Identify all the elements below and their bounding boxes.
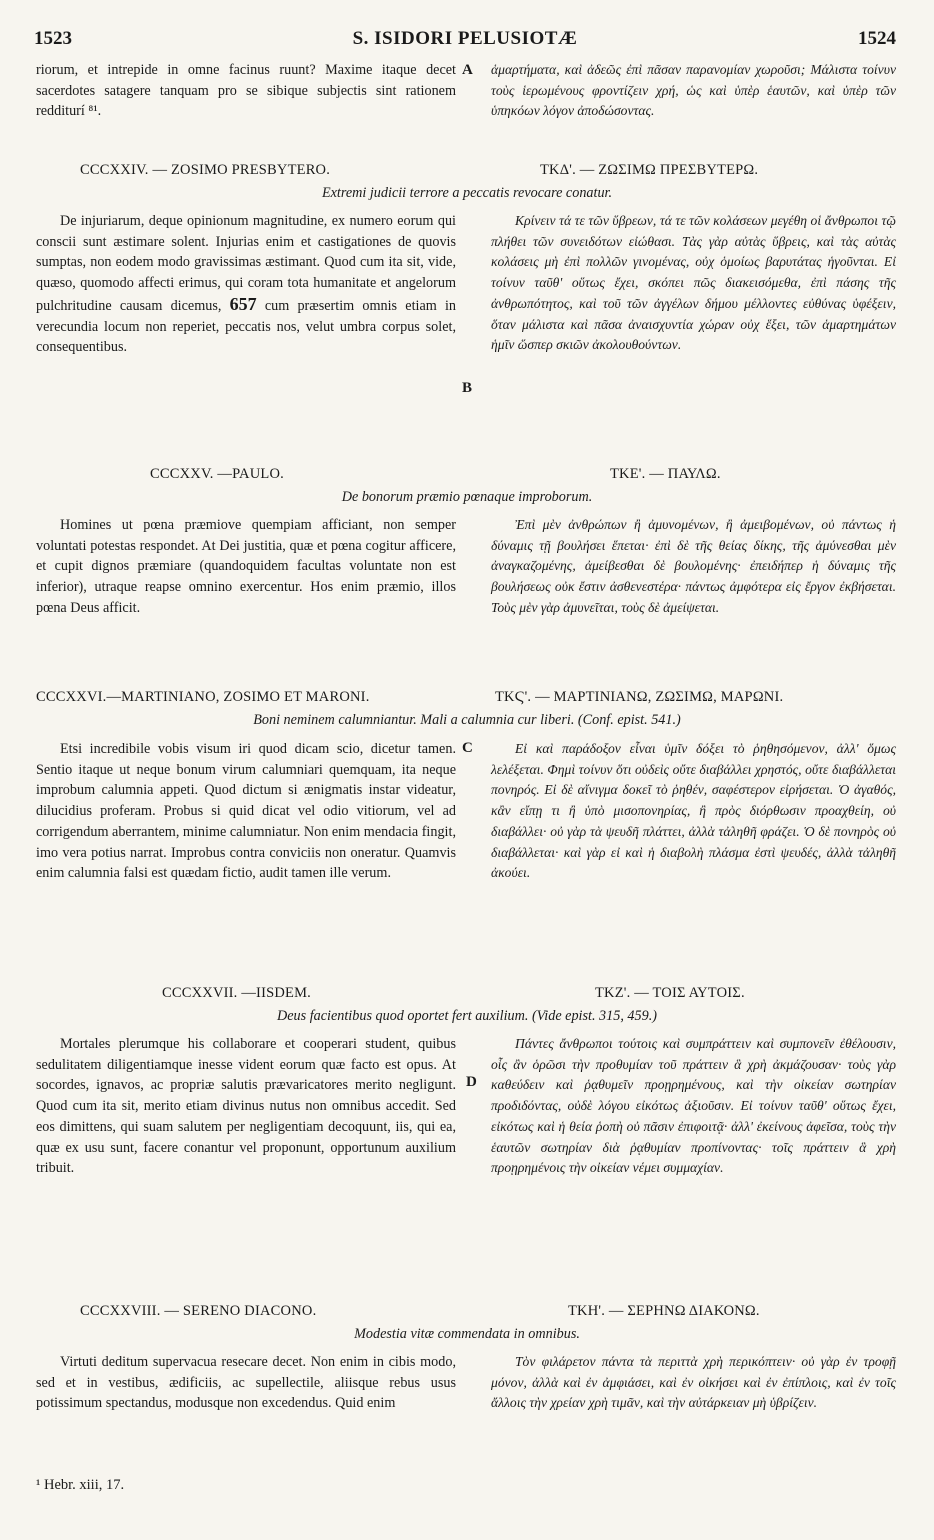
section-heading-greek: ΤΚΔ'. — ΖΩΣΙΜΩ ΠΡΕΣΒΥΤΕΡΩ. [540, 162, 759, 178]
greek-text: ἁμαρτήματα, καὶ ἀδεῶς ἐπὶ πᾶσαν παρανομίαν χωροῦσι; Μάλιστα τοίνυν τοὺς ἱερωμένους φροντίζειν χρή, ὡς καὶ ὑπὲρ ἑαυτῶν, καὶ ὑπὲρ τῶν ὑπηκόων λόγον ἀποδώσοντας. [491, 62, 896, 119]
section-heading-greek: ΤΚϚ'. — ΜΑΡΤΙΝΙΑΝΩ, ΖΩΣΙΜΩ, ΜΑΡΩΝΙ. [495, 689, 784, 705]
latin-text: Virtuti deditum supervacua resecare decet. Non enim in cibis modo, sed et in vestibus, ædificiis, ac supellectile, aliisque rebus usus potissimum spectandus, modusque non excedendus. Quid enim [36, 1354, 456, 1412]
section-subtitle: Modestia vitæ commendata in omnibus. [354, 1326, 580, 1342]
latin-text: Homines ut pœna præmiove quempiam afficiant, non semper voluntati potestas respondet. At Dei justitia, quæ et pœna cogitur afficere, et cupit dignos præmiare (quandoquidem facultas voluntate non est inferior), utraque reapse omnino exercentur. Hos enim præmio, illos pœna Deus afficit. [36, 517, 456, 616]
greek-text: Τὸν φιλάρετον πάντα τὰ περιττὰ χρὴ περικόπτειν· οὐ γὰρ ἐν τροφῇ μόνον, ἀλλὰ καὶ ἐν ἀμφιάσει, καὶ ἐν οἰκήσει καὶ ἐν ἐπίπλοις, καὶ ἐν τοῖς ἄλλοις τὴν χρείαν χρὴ τιμᾶν, καὶ τὴν αὐτάρκειαν μὴ ὑβρίζειν. [491, 1354, 896, 1411]
section-heading-latin: CCCXXV. —PAULO. [150, 466, 284, 482]
column-number: 657 [229, 293, 257, 314]
section-heading-greek: ΤΚΕ'. — ΠΑΥΛΩ. [610, 466, 721, 482]
latin-letter-body [36, 211, 456, 358]
greek-text: Εἰ καὶ παράδοξον εἶναι ὑμῖν δόξει τὸ ῥηθησόμενον, ἀλλ' ὅμως λελέξεται. Φημὶ τοίνυν ὅτι οὐδεὶς οὔτε διαβάλλει χρηστός, οὔτε διαβάλλεται πονηρός. Εἰ δὲ αἴνιγμα δοκεῖ τὸ ῥηθέν, σαφέστερον εἰρήσεται. Ὁ ἀγαθός, κἂν εἴπῃ τι ἢ ὑπὸ μισοπονηρίας, ἢ πρὸς διόρθωσιν προαχθείη, οὐ διαβάλλει· οὐ γὰρ τὰ ψευδῆ πλάττει, ἀλλὰ τἀληθῆ φράζει. Ὁ δὲ πονηρὸς οὐ διαβάλλεται· καὶ γὰρ εἰ καὶ ἡ διαβολὴ πλάσμα ἐστὶ ψευδές, ἀλλὰ τἀληθῆ ἀκούει. [491, 741, 896, 881]
latin-letter-body [36, 1352, 456, 1414]
greek-text: Κρίνειν τά τε τῶν ὕβρεων, τά τε τῶν κολάσεων μεγέθη οἱ ἄνθρωποι τῷ πλήθει τῶν συνειδότων εἰώθασι. Τὰς γὰρ αὐτὰς ὕβρεις, καὶ τὰς αὐτὰς κολάσεις μὴ ἐπὶ πολλῶν γινομένας, οὐχ ὁμοίως βαρυτάτας ἡγοῦνται. Εἰ τοίνυν ταῦθ' οὕτως ἔχει, σκόπει πῶς διακεισόμεθα, ἐπὶ πάσης τῆς ἀνθρωπότητος, καὶ τοῦ τῶν ἀγγέλων δήμου μέλλοντες εὐθύνας ὑφέξειν, ὅταν μάλιστα καὶ πᾶσα ἀναισχυντία χώραν οὐχ ἕξει, τῶν ἁμαρτημάτων ἡμῖν ὥσπερ σκιῶν ἀκολουθούντων. [491, 213, 896, 353]
margin-marker-b: B [462, 380, 473, 396]
latin-text: Mortales plerumque his collaborare et cooperari student, quibus sedulitatem diligentiamque inesse vident eorum quæ facto est opus. At socordes, ignavos, ac propriæ salutis prævaricatores merito negligunt. Quod cum ita sit, merito etiam divinus nutus non omnibus accedit. Sed eos dimittens, qui suam salutem per negligentiam decoquunt, iis, qui ea, quæ ex usu sunt, facere conantur vel proponunt, opportunum auxilium tribuit. [36, 1036, 456, 1177]
section-heading-greek: ΤΚΖ'. — ΤΟΙΣ ΑΥΤΟΙΣ. [595, 985, 745, 1001]
running-title: S. ISIDORI PELUSIOTÆ [352, 28, 578, 49]
margin-marker-d: D [466, 1074, 477, 1090]
section-heading-latin: CCCXXVII. —IISDEM. [162, 985, 312, 1001]
latin-text: De injuriarum, deque opinionum magnitudine, ex numero eorum qui conscii sunt æstimare solent. Injurias enim et castigationes de quovis sumptas, non eodem modo gravissimas æstimant. Quod cum ita sit, vide, quæso, quomodo affecti erimus, qui coram tota humanitate et angelorum pulchritudine causam dicemus, [36, 213, 456, 314]
left-page-number: 1523 [34, 28, 72, 49]
greek-letter-body [491, 515, 896, 619]
section-subtitle: Extremi judicii terrore a peccatis revocare conatur. [321, 185, 613, 201]
footnote: ¹ Hebr. xiii, 17. [36, 1477, 125, 1493]
section-subtitle: Boni neminem calumniantur. Mali a calumnia cur liberi. (Conf. epist. 541.) [253, 712, 681, 728]
greek-letter-body [491, 1034, 896, 1179]
greek-letter-body [491, 211, 896, 356]
page-header [34, 28, 896, 56]
latin-text: riorum, et intrepide in omne facinus ruunt? Maxime itaque decet sacerdotes satagere tanquam pro se sibique subjectis sint rationem redditurí ⁸¹. [36, 62, 456, 120]
section-heading-greek: ΤΚΗ'. — ΣΕΡΗΝΩ ΔΙΑΚΟΝΩ. [568, 1303, 760, 1319]
latin-text: Etsi incredibile vobis visum iri quod dicam scio, dicetur tamen. Sentio itaque ut neque bonum virum calumniari quemquam, ita neque improbum calumnia appeti. Quod dictum si ænigmatis instar videatur, dilucidius proferam. Probus si quid dicat vel odio vitiorum, vel ad corrigendum aberrantem, minime calumniatur. Non enim mendacia fingit, imo vera potius narrat. Improbus contra conviciis non oneratur. Quamvis enim calumnia falsi est quædam fictio, audit tamen ille verum. [36, 741, 456, 882]
section-heading-latin: CCCXXVIII. — SERENO DIACONO. [80, 1303, 317, 1319]
greek-letter-body [491, 1352, 896, 1414]
greek-text: Πάντες ἄνθρωποι τούτοις καὶ συμπράττειν καὶ συμπονεῖν ἐθέλουσιν, οἷς ἂν ὁρῶσι τὴν προθυμίαν τοῦ πράττειν ἃ χρὴ ἀκμάζουσαν· τοὺς γὰρ καθεύδειν καὶ ῥᾳθυμεῖν προῃρημένους, καὶ τὴν οἰκείαν σωτηρίαν προδιδόντας, οὐδὲ λόγου εἰκότως ἀξιοῦσιν. Εἰ τοίνυν ταῦθ' οὕτως ἔχει, εἰκότως καὶ ἡ θεία ῥοπὴ οὐ πᾶσιν ἐπιφοιτᾷ· ἀλλ' ἐκείνους ἀφεῖσα, τοὺς τὴν ἑαυτῶν σωτηρίαν διὰ ῥᾳθυμίαν προπίνοντας· τοῖς πράττειν ἃ χρὴ προῃρημένοις τὴν οἰκείαν νέμει συμμαχίαν. [491, 1036, 896, 1176]
right-page-number: 1524 [858, 28, 896, 49]
margin-marker-a: A [462, 62, 473, 78]
latin-continuation [36, 60, 456, 122]
latin-letter-body [36, 1034, 456, 1179]
greek-continuation [491, 60, 896, 122]
greek-text: Ἐπὶ μὲν ἀνθρώπων ἢ ἀμυνομένων, ἢ ἀμειβομένων, οὐ πάντως ἡ δύναμις τῇ βουλήσει ἕπεται· ἐπὶ δὲ τῆς θείας δίκης, τῆς ἀμύνεσθαι μὲν ἀναγκαζομένης, ἀμείβεσθαι δὲ βουλομένης· ἐπειδήπερ ἡ δύναμις τῆς βουλήσεως οὐκ ἔστιν ἀσθενεστέρα· πάντως ἀμφότερα εἰς ἔργον ἐκβήσεται. Τοὺς μὲν γὰρ ἀμυνεῖται, τοὺς δὲ ἀμείψεται. [491, 517, 896, 615]
latin-letter-body [36, 515, 456, 619]
margin-marker-c: C [462, 740, 473, 756]
latin-letter-body [36, 739, 456, 884]
section-subtitle: Deus facientibus quod oportet fert auxilium. (Vide epist. 315, 459.) [277, 1008, 657, 1024]
section-heading-latin: CCCXXVI.—MARTINIANO, ZOSIMO ET MARONI. [36, 689, 370, 705]
section-subtitle: De bonorum præmio pœnaque improborum. [341, 489, 593, 505]
latin-text: cum præsertim omnis etiam in verecundia locum non reperiet, peccatis nos, velut umbra corpus solet, consequentibus. [36, 297, 457, 356]
section-heading-latin: CCCXXIV. — ZOSIMO PRESBYTERO. [80, 162, 331, 178]
greek-letter-body [491, 739, 896, 884]
